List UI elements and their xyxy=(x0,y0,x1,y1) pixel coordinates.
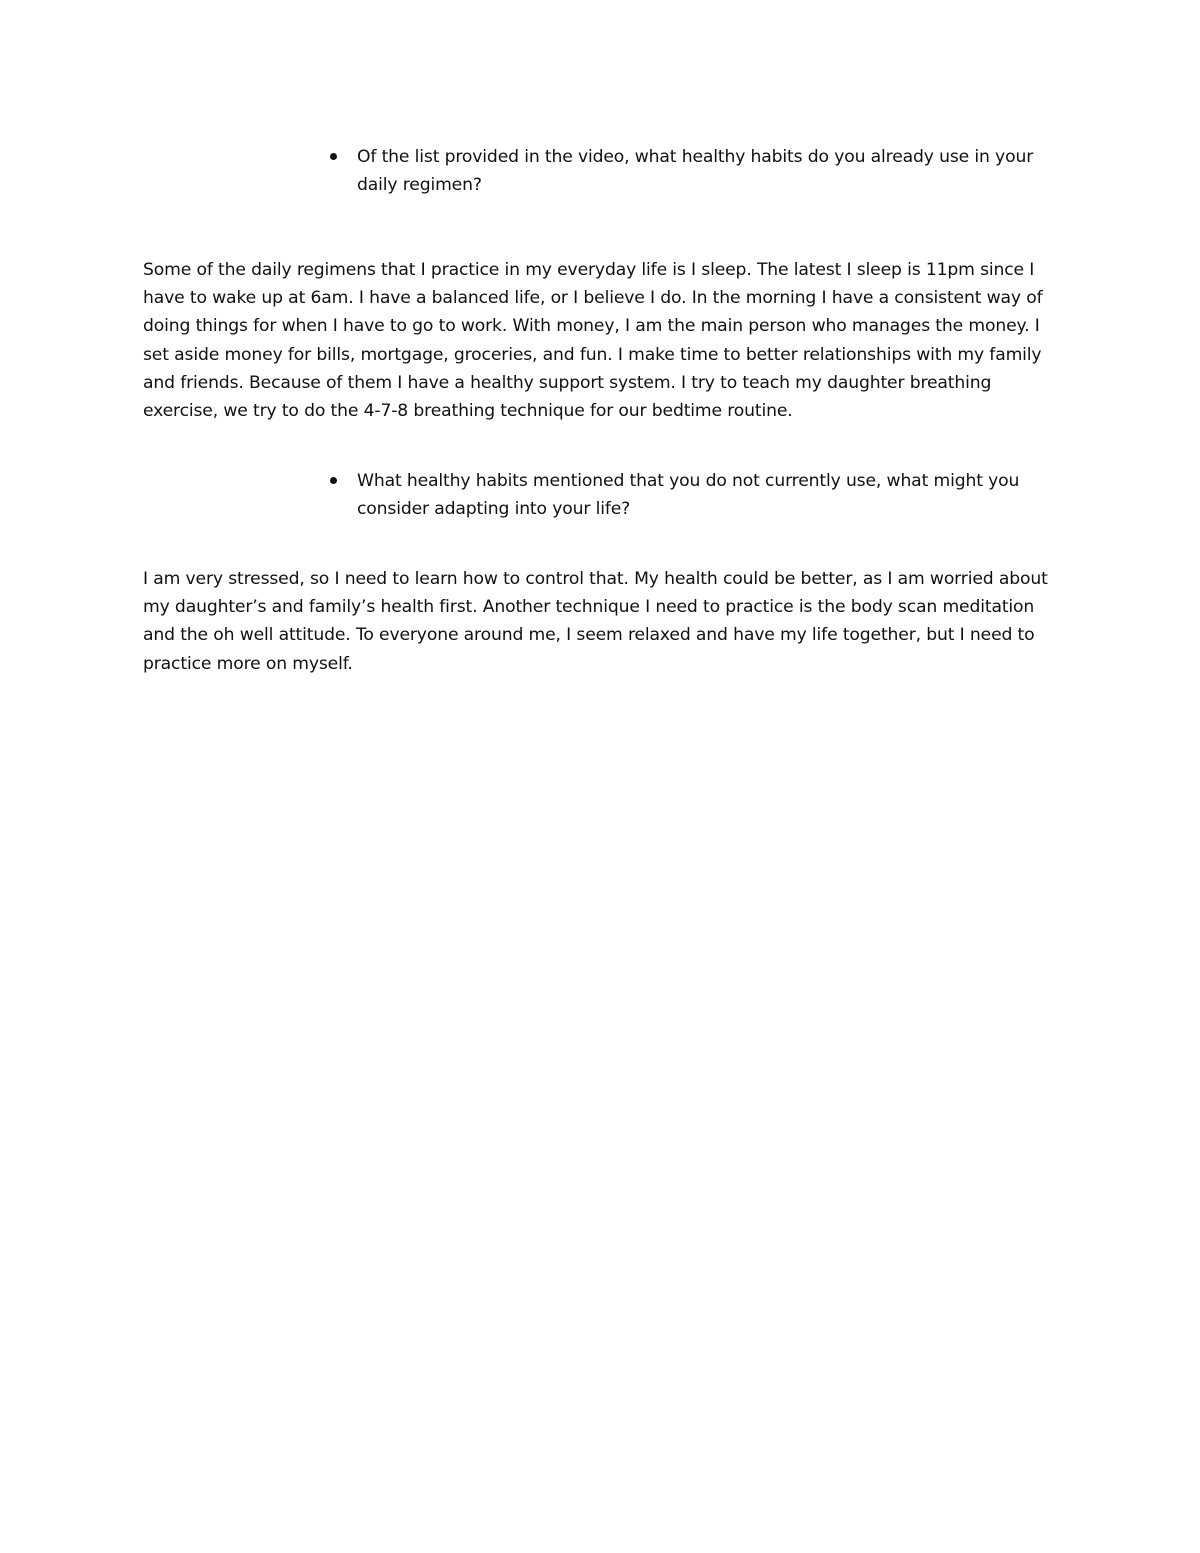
question-1-text: Of the list provided in the video, what healthy habits do you already use in your daily regimen? xyxy=(357,147,1034,195)
answer-2-paragraph: I am very stressed, so I need to learn how to control that. My health could be better, as I am worried about my daughter’s and family’s health first. Another technique I need to practice is the body scan meditation and the oh well attitude. To everyone around me, I seem relaxed and have my life together, but I need to practice more on myself. xyxy=(143,569,1048,674)
question-2-bullet xyxy=(330,467,1060,523)
question-1-bullet xyxy=(330,143,1060,199)
answer-1-paragraph: Some of the daily regimens that I practice in my everyday life is I sleep. The latest I sleep is 11pm since I have to wake up at 6am. I have a balanced life, or I believe I do. In the morning I have a consistent way of doing things for when I have to go to work. With money, I am the main person who manages the money. I set aside money for bills, mortgage, groceries, and fun. I make time to better relationships with my family and friends. Because of them I have a healthy support system. I try to teach my daughter breathing exercise, we try to do the 4-7-8 breathing technique for our bedtime routine. xyxy=(143,260,1043,422)
question-2-text: What healthy habits mentioned that you do not currently use, what might you consider adapting into your life? xyxy=(357,471,1020,519)
bullet-icon xyxy=(330,153,337,160)
bullet-icon xyxy=(330,477,337,484)
